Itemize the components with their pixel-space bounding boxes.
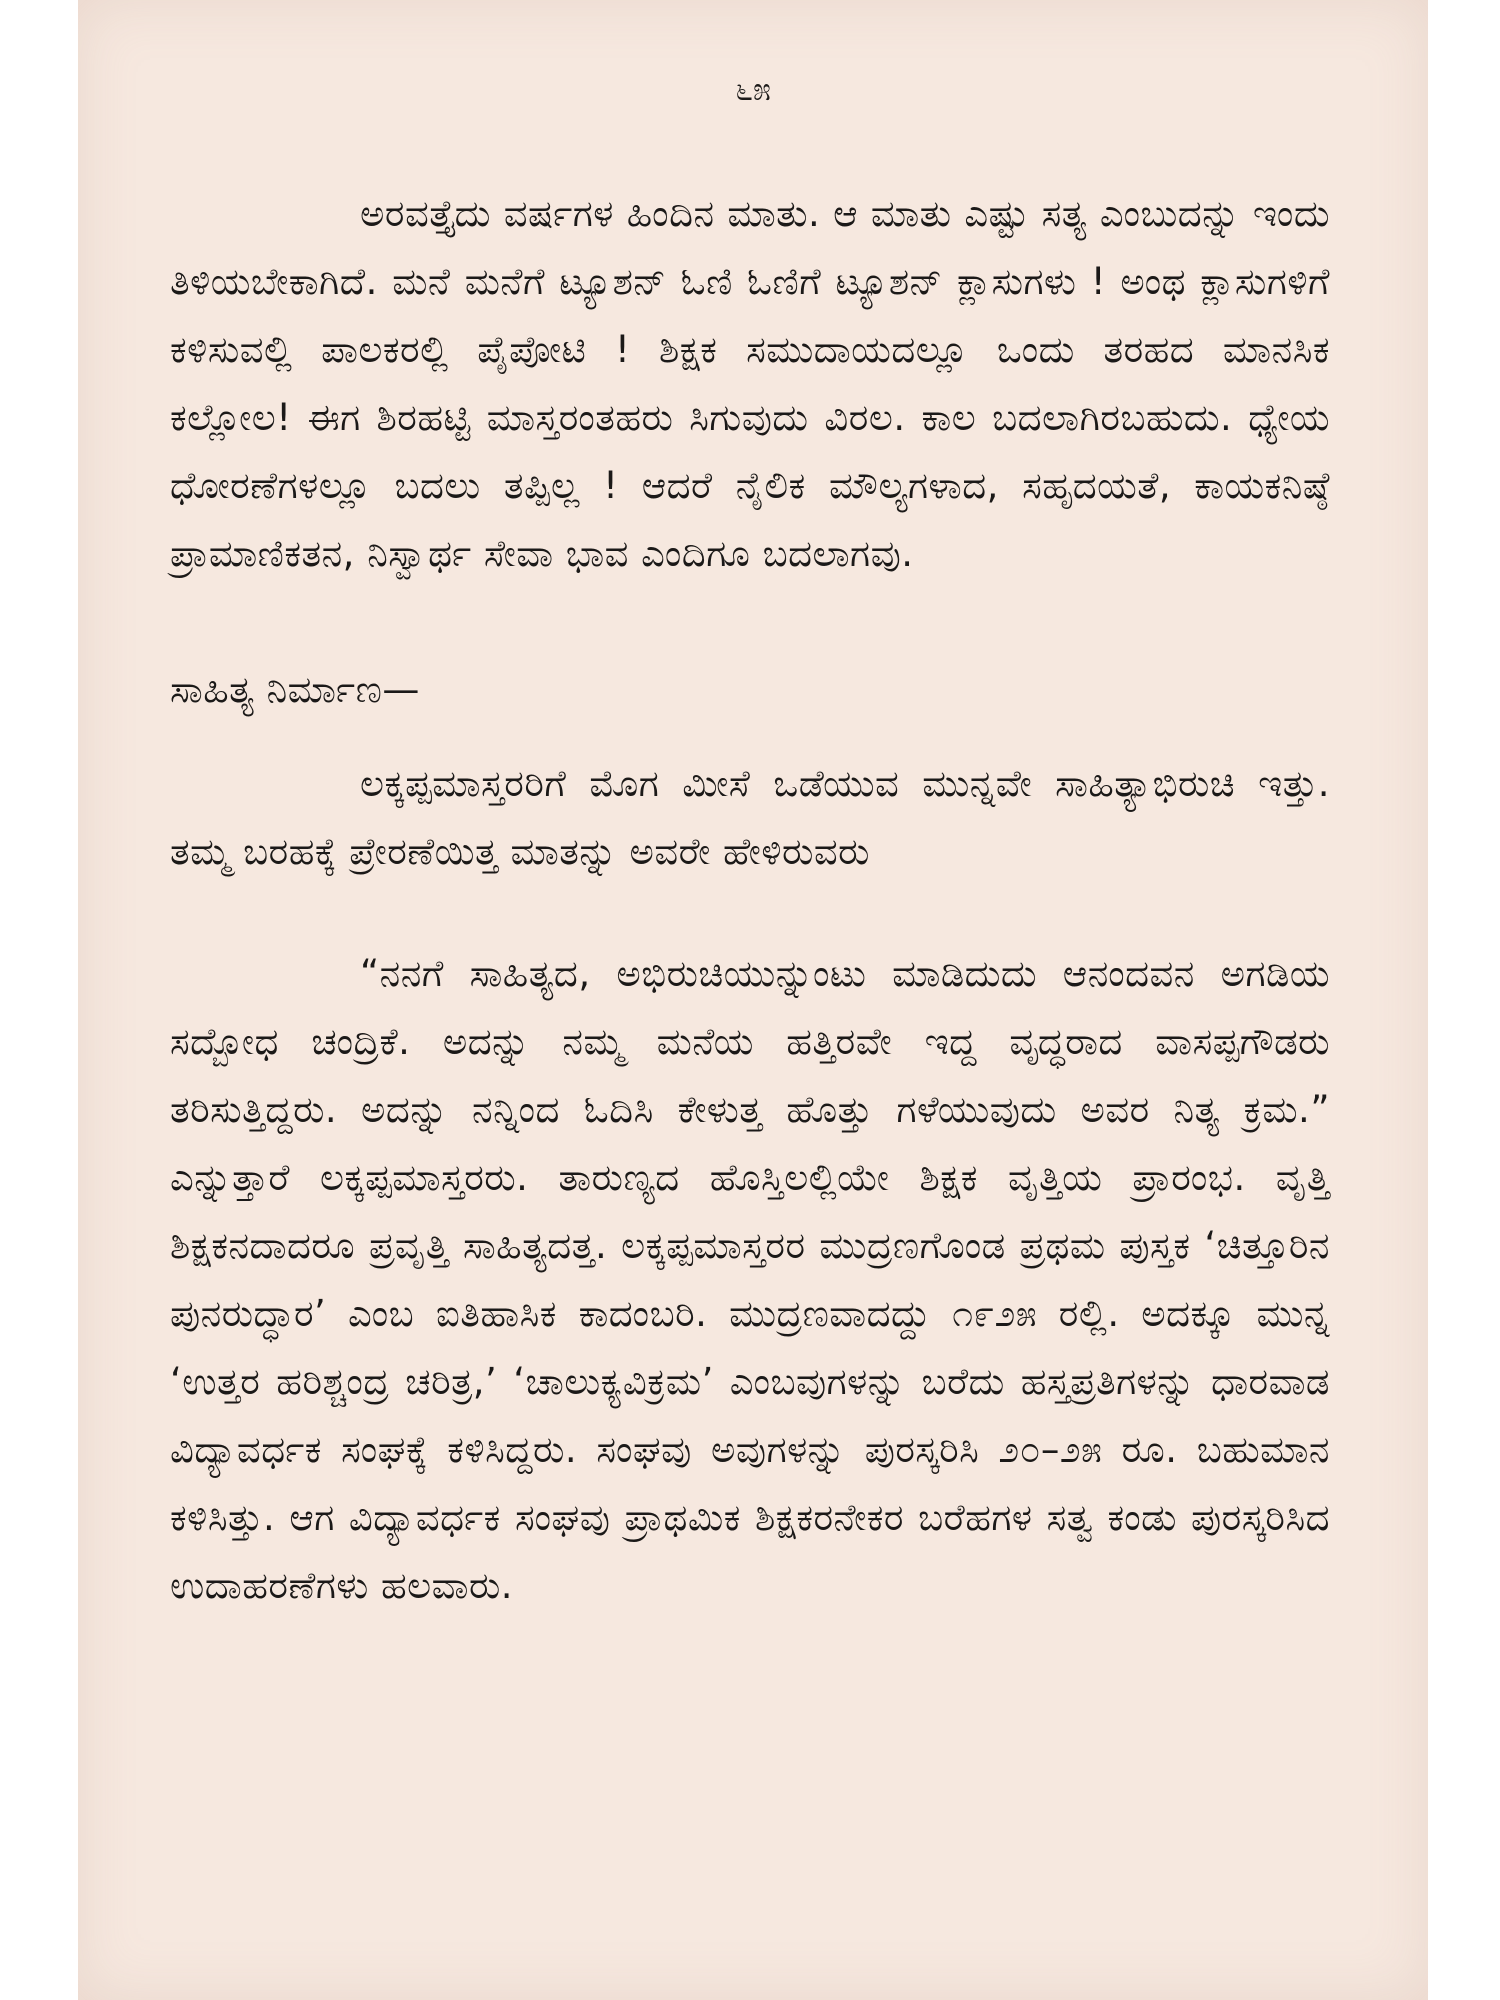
paragraph-quote: “ನನಗೆ ಸಾಹಿತ್ಯದ, ಅಭಿರುಚಿಯುನ್ನುಂಟು ಮಾಡಿದುದು ಆನಂದವನ ಅಗಡಿಯ ಸದ್ಬೋಧ ಚಂದ್ರಿಕೆ. ಅದನ್ನು ನಮ್ಮ ಮನೆಯ ಹತ್ತಿರವೇ ಇದ್ದ ವೃದ್ಧರಾದ ವಾಸಪ್ಪಗೌಡರು ತರಿಸುತ್ತಿದ್ದರು. ಅದನ್ನು ನನ್ನಿಂದ ಓದಿಸಿ ಕೇಳುತ್ತ ಹೊತ್ತು ಗಳೆಯುವುದು ಅವರ ನಿತ್ಯ ಕ್ರಮ.” ಎನ್ನುತ್ತಾರೆ ಲಕ್ಕಪ್ಪಮಾಸ್ತರರು. ತಾರುಣ್ಯದ ಹೊಸ್ತಿಲಲ್ಲಿಯೇ ಶಿಕ್ಷಕ ವೃತ್ತಿಯ ಪ್ರಾರಂಭ. ವೃತ್ತಿ ಶಿಕ್ಷಕನದಾದರೂ ಪ್ರವೃತ್ತಿ ಸಾಹಿತ್ಯದತ್ತ. ಲಕ್ಕಪ್ಪಮಾಸ್ತರರ ಮುದ್ರಣಗೊಂಡ ಪ್ರಥಮ ಪುಸ್ತಕ ‘ಚಿತ್ತೂರಿನ ಪುನರುದ್ಧಾರ’ ಎಂಬ ಐತಿಹಾಸಿಕ ಕಾದಂಬರಿ. ಮುದ್ರಣವಾದದ್ದು ೧೯೨೫ ರಲ್ಲಿ. ಅದಕ್ಕೂ ಮುನ್ನ ‘ಉತ್ತರ ಹರಿಶ್ಚಂದ್ರ ಚರಿತ್ರ,’ ‘ಚಾಲುಕ್ಯವಿಕ್ರಮ’ ಎಂಬವುಗಳನ್ನು ಬರೆದು ಹಸ್ತಪ್ರತಿಗಳನ್ನು ಧಾರವಾಡ ವಿದ್ಯಾವರ್ಧಕ ಸಂಘಕ್ಕೆ ಕಳಿಸಿದ್ದರು. ಸಂಘವು ಅವುಗಳನ್ನು ಪುರಸ್ಕರಿಸಿ ೨೦–೨೫ ರೂ. ಬಹುಮಾನ ಕಳಿಸಿತ್ತು. ಆಗ ವಿದ್ಯಾವರ್ಧಕ ಸಂಘವು ಪ್ರಾಥಮಿಕ ಶಿಕ್ಷಕರನೇಕರ ಬರೆಹಗಳ ಸತ್ವ ಕಂಡು ಪುರಸ್ಕರಿಸಿದ ಉದಾಹರಣೆಗಳು ಹಲವಾರು. [170, 952, 1330, 1607]
paragraph-intro: ಅರವತ್ತೈದು ವರ್ಷಗಳ ಹಿಂದಿನ ಮಾತು. ಆ ಮಾತು ಎಷ್ಟು ಸತ್ಯ ಎಂಬುದನ್ನು ಇಂದು ತಿಳಿಯಬೇಕಾಗಿದೆ. ಮನೆ ಮನೆಗೆ ಟ್ಯೂಶನ್ ಓಣಿ ಓಣಿಗೆ ಟ್ಯೂಶನ್ ಕ್ಲಾಸುಗಳು ! ಅಂಥ ಕ್ಲಾಸುಗಳಿಗೆ ಕಳಿಸುವಲ್ಲಿ ಪಾಲಕರಲ್ಲಿ ಪೈಪೋಟಿ ! ಶಿಕ್ಷಕ ಸಮುದಾಯದಲ್ಲೂ ಒಂದು ತರಹದ ಮಾನಸಿಕ ಕಲ್ಲೋಲ! ಈಗ ಶಿರಹಟ್ಟಿ ಮಾಸ್ತರಂತಹರು ಸಿಗುವುದು ವಿರಲ. ಕಾಲ ಬದಲಾಗಿರಬಹುದು. ಧ್ಯೇಯ ಧೋರಣೆಗಳಲ್ಲೂ ಬದಲು ತಪ್ಪಿಲ್ಲ ! ಆದರೆ ನೈಲಿಕ ಮೌಲ್ಯಗಳಾದ, ಸಹೃದಯತೆ, ಕಾಯಕನಿಷ್ಠೆ ಪ್ರಾಮಾಣಿಕತನ, ನಿಸ್ವಾರ್ಥ ಸೇವಾ ಭಾವ ಎಂದಿಗೂ ಬದಲಾಗವು. [170, 192, 1330, 575]
book-page [78, 0, 1428, 2000]
paragraph-literary-interest: ಲಕ್ಕಪ್ಪಮಾಸ್ತರರಿಗೆ ಮೊಗ ಮೀಸೆ ಒಡೆಯುವ ಮುನ್ನವೇ ಸಾಹಿತ್ಯಾಭಿರುಚಿ ಇತ್ತು. ತಮ್ಮ ಬರಹಕ್ಕೆ ಪ್ರೇರಣೆಯಿತ್ತ ಮಾತನ್ನು ಅವರೇ ಹೇಳಿರುವರು [170, 762, 1330, 873]
page-number: ೬೫ [735, 70, 771, 108]
section-heading: ಸಾಹಿತ್ಯ ನಿರ್ಮಾಣ— [170, 668, 420, 711]
page-body [170, 180, 1330, 1620]
